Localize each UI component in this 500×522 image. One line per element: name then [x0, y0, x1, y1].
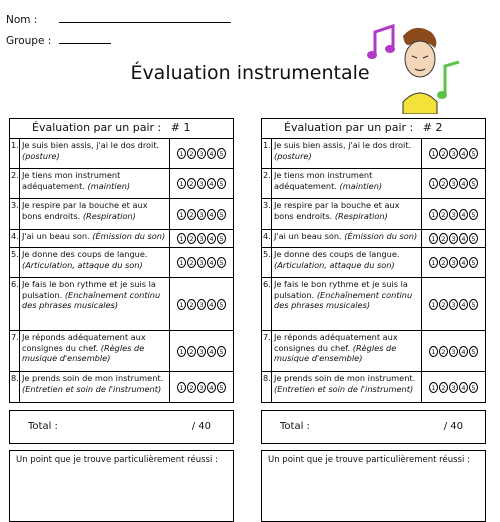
rating-option[interactable]: 1	[177, 148, 186, 159]
rating-option[interactable]: 1	[177, 209, 186, 220]
criteria-row	[262, 229, 485, 247]
criteria-number: 2.	[262, 169, 272, 198]
rating-option[interactable]: 2	[439, 209, 448, 220]
rating-scale[interactable]	[170, 278, 233, 330]
page-title: Évaluation instrumentale	[130, 62, 370, 84]
rating-option[interactable]: 5	[217, 257, 226, 268]
rating-option[interactable]: 5	[217, 382, 226, 393]
rating-option[interactable]: 4	[207, 299, 216, 310]
criteria-text: Je donne des coups de langue. (Articulation, attaque du son)	[20, 248, 170, 277]
rating-option[interactable]: 5	[217, 346, 226, 357]
criteria-row	[10, 277, 233, 330]
criteria-rows	[10, 139, 233, 402]
rating-option[interactable]: 5	[469, 257, 478, 268]
total-label: Total :	[28, 421, 58, 432]
rating-option[interactable]: 4	[459, 346, 468, 357]
criteria-number: 1.	[10, 139, 20, 168]
rating-scale[interactable]	[170, 372, 233, 402]
rating-scale[interactable]	[170, 331, 233, 371]
rating-option[interactable]: 3	[197, 233, 206, 244]
rating-option[interactable]: 2	[439, 257, 448, 268]
total-box[interactable]	[261, 410, 486, 444]
rating-option[interactable]: 5	[469, 346, 478, 357]
rating-option[interactable]: 3	[197, 346, 206, 357]
rating-option[interactable]: 5	[469, 382, 478, 393]
rating-option[interactable]: 2	[187, 382, 196, 393]
criteria-row	[10, 139, 233, 168]
rating-option[interactable]: 4	[207, 148, 216, 159]
rating-scale[interactable]	[170, 139, 233, 168]
criteria-row	[10, 168, 233, 198]
rating-option[interactable]: 1	[429, 346, 438, 357]
rating-scale[interactable]	[170, 199, 233, 229]
rating-option[interactable]: 1	[177, 346, 186, 357]
rating-scale[interactable]	[422, 248, 485, 277]
rating-option[interactable]: 3	[449, 257, 458, 268]
criteria-text: Je fais le bon rythme et je suis la pulsation. (Enchaînement continu des phrases musicales)	[272, 278, 422, 330]
rating-option[interactable]: 1	[177, 299, 186, 310]
criteria-table	[261, 118, 486, 403]
rating-option[interactable]: 2	[187, 299, 196, 310]
rating-option[interactable]: 2	[187, 257, 196, 268]
criteria-table	[9, 118, 234, 403]
rating-option[interactable]: 1	[429, 209, 438, 220]
rating-scale[interactable]	[422, 169, 485, 198]
rating-option[interactable]: 4	[207, 346, 216, 357]
rating-option[interactable]: 1	[429, 178, 438, 189]
rating-option[interactable]: 4	[459, 148, 468, 159]
rating-option[interactable]: 4	[207, 209, 216, 220]
rating-option[interactable]: 1	[177, 178, 186, 189]
comment-box[interactable]	[9, 450, 234, 522]
rating-option[interactable]: 5	[469, 148, 478, 159]
rating-option[interactable]: 1	[429, 257, 438, 268]
rating-option[interactable]: 5	[469, 299, 478, 310]
rating-option[interactable]: 3	[197, 257, 206, 268]
card-title	[262, 119, 485, 139]
rating-option[interactable]: 4	[207, 257, 216, 268]
rating-option[interactable]: 2	[187, 148, 196, 159]
group-label: Groupe :	[6, 35, 52, 47]
criteria-row	[10, 247, 233, 277]
criteria-text: Je fais le bon rythme et je suis la pulsation. (Enchaînement continu des phrases musicales)	[20, 278, 170, 330]
criteria-number: 7.	[262, 331, 272, 371]
rating-scale[interactable]	[422, 331, 485, 371]
rating-option[interactable]: 3	[197, 209, 206, 220]
rating-option[interactable]: 4	[207, 382, 216, 393]
rating-option[interactable]: 4	[459, 257, 468, 268]
criteria-number: 8.	[262, 372, 272, 402]
rating-option[interactable]: 3	[449, 148, 458, 159]
rating-option[interactable]: 5	[217, 209, 226, 220]
rating-option[interactable]: 1	[429, 233, 438, 244]
criteria-text: Je suis bien assis, j'ai le dos droit. (posture)	[20, 139, 170, 168]
music-note-icon	[437, 62, 459, 99]
criteria-row	[262, 247, 485, 277]
criteria-text: Je prends soin de mon instrument. (Entretien et soin de l'instrument)	[20, 372, 170, 402]
rating-option[interactable]: 5	[469, 178, 478, 189]
rating-option[interactable]: 1	[429, 299, 438, 310]
rating-option[interactable]: 4	[207, 233, 216, 244]
criteria-number: 3.	[10, 199, 20, 229]
criteria-row	[10, 198, 233, 229]
rating-option[interactable]: 2	[187, 233, 196, 244]
rating-option[interactable]: 1	[177, 382, 186, 393]
name-field[interactable]	[6, 12, 231, 26]
criteria-text: Je respire par la bouche et aux bons endroits. (Respiration)	[272, 199, 422, 229]
comment-label: Un point que je trouve particulièrement réussi :	[268, 455, 470, 465]
criteria-row	[262, 168, 485, 198]
rating-option[interactable]: 5	[217, 178, 226, 189]
rating-option[interactable]: 5	[217, 148, 226, 159]
criteria-text: Je réponds adéquatement aux consignes du chef. (Règles de musique d'ensemble)	[20, 331, 170, 371]
rating-option[interactable]: 5	[469, 209, 478, 220]
rating-option[interactable]: 4	[459, 178, 468, 189]
rating-option[interactable]: 4	[459, 209, 468, 220]
name-line[interactable]	[59, 12, 231, 23]
rating-scale[interactable]	[170, 169, 233, 198]
rating-option[interactable]: 2	[439, 346, 448, 357]
criteria-text: Je tiens mon instrument adéquatement. (maintien)	[272, 169, 422, 198]
rating-option[interactable]: 3	[197, 178, 206, 189]
rating-option[interactable]: 3	[449, 382, 458, 393]
rating-scale[interactable]	[422, 230, 485, 247]
rating-option[interactable]: 4	[207, 178, 216, 189]
criteria-number: 3.	[262, 199, 272, 229]
criteria-number: 8.	[10, 372, 20, 402]
criteria-rows	[262, 139, 485, 402]
rating-option[interactable]: 2	[439, 233, 448, 244]
criteria-row	[262, 330, 485, 371]
rating-option[interactable]: 3	[197, 299, 206, 310]
criteria-number: 1.	[262, 139, 272, 168]
rating-scale[interactable]	[170, 248, 233, 277]
evaluation-card-1	[9, 118, 234, 522]
rating-option[interactable]: 2	[439, 178, 448, 189]
total-label: Total :	[280, 421, 310, 432]
criteria-text: Je réponds adéquatement aux consignes du chef. (Règles de musique d'ensemble)	[272, 331, 422, 371]
criteria-row	[262, 371, 485, 402]
rating-option[interactable]: 3	[449, 233, 458, 244]
rating-scale[interactable]	[422, 372, 485, 402]
criteria-number: 4.	[262, 230, 272, 247]
comment-label: Un point que je trouve particulièrement réussi :	[16, 455, 218, 465]
criteria-row	[262, 277, 485, 330]
criteria-row	[262, 198, 485, 229]
criteria-number: 4.	[10, 230, 20, 247]
rating-scale[interactable]	[422, 278, 485, 330]
rating-option[interactable]: 2	[439, 299, 448, 310]
group-field[interactable]	[6, 33, 111, 47]
criteria-number: 7.	[10, 331, 20, 371]
criteria-row	[10, 229, 233, 247]
comment-box[interactable]	[261, 450, 486, 522]
name-label: Nom :	[6, 14, 38, 26]
rating-option[interactable]: 1	[429, 382, 438, 393]
rating-option[interactable]: 1	[177, 257, 186, 268]
rating-option[interactable]: 5	[217, 233, 226, 244]
rating-option[interactable]: 5	[217, 299, 226, 310]
rating-option[interactable]: 2	[187, 209, 196, 220]
rating-option[interactable]: 3	[449, 299, 458, 310]
rating-option[interactable]: 1	[177, 233, 186, 244]
group-line[interactable]	[59, 33, 111, 44]
rating-option[interactable]: 4	[459, 382, 468, 393]
rating-option[interactable]: 4	[459, 299, 468, 310]
criteria-text: Je prends soin de mon instrument. (Entretien et soin de l'instrument)	[272, 372, 422, 402]
rating-option[interactable]: 2	[187, 346, 196, 357]
criteria-text: Je respire par la bouche et aux bons endroits. (Respiration)	[20, 199, 170, 229]
criteria-row	[262, 139, 485, 168]
rating-option[interactable]: 3	[449, 346, 458, 357]
rating-scale[interactable]	[422, 139, 485, 168]
total-box[interactable]	[9, 410, 234, 444]
rating-option[interactable]: 3	[449, 209, 458, 220]
criteria-text: Je suis bien assis, j'ai le dos droit. (posture)	[272, 139, 422, 168]
card-title-text: Évaluation par un pair :	[284, 121, 414, 134]
card-title	[10, 119, 233, 139]
rating-scale[interactable]	[170, 230, 233, 247]
rating-option[interactable]: 1	[429, 148, 438, 159]
criteria-number: 6.	[10, 278, 20, 330]
music-note-icon	[367, 26, 395, 59]
rating-option[interactable]: 5	[469, 233, 478, 244]
total-max: / 40	[443, 421, 463, 432]
criteria-number: 5.	[10, 248, 20, 277]
criteria-text: Je tiens mon instrument adéquatement. (maintien)	[20, 169, 170, 198]
card-number: # 2	[422, 121, 443, 134]
musician-illustration	[365, 14, 465, 114]
criteria-number: 2.	[10, 169, 20, 198]
rating-option[interactable]: 2	[187, 178, 196, 189]
criteria-text: J'ai un beau son. (Émission du son)	[272, 230, 422, 247]
card-number: # 1	[170, 121, 191, 134]
criteria-row	[10, 330, 233, 371]
criteria-number: 5.	[262, 248, 272, 277]
evaluation-card-2	[261, 118, 486, 522]
rating-option[interactable]: 3	[197, 382, 206, 393]
rating-option[interactable]: 3	[197, 148, 206, 159]
rating-option[interactable]: 2	[439, 382, 448, 393]
criteria-row	[10, 371, 233, 402]
criteria-text: J'ai un beau son. (Émission du son)	[20, 230, 170, 247]
criteria-number: 6.	[262, 278, 272, 330]
rating-option[interactable]: 2	[439, 148, 448, 159]
total-max: / 40	[191, 421, 211, 432]
criteria-text: Je donne des coups de langue. (Articulation, attaque du son)	[272, 248, 422, 277]
rating-option[interactable]: 3	[449, 178, 458, 189]
rating-scale[interactable]	[422, 199, 485, 229]
card-title-text: Évaluation par un pair :	[32, 121, 162, 134]
rating-option[interactable]: 4	[459, 233, 468, 244]
